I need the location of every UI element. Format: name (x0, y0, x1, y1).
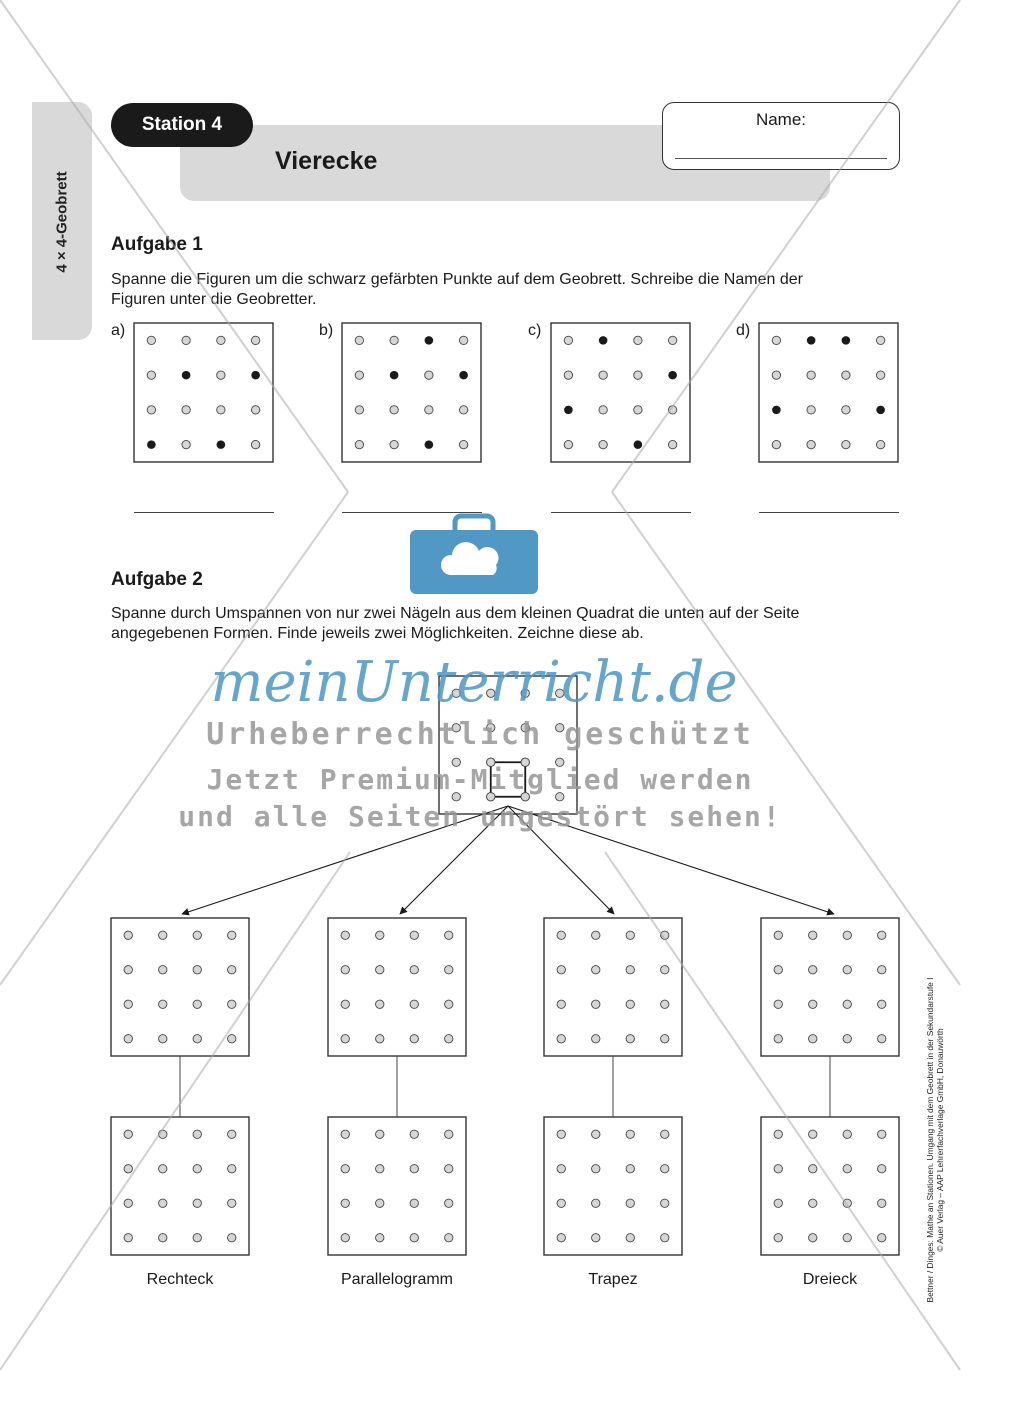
peg-empty (809, 1000, 817, 1008)
peg-empty (425, 371, 433, 379)
peg-empty (410, 931, 418, 939)
aufgabe1-text-line2: Figuren unter die Geobretter. (111, 291, 317, 308)
peg-empty (876, 371, 884, 379)
peg-filled (876, 406, 885, 415)
peg-empty (124, 966, 132, 974)
peg-empty (774, 1234, 782, 1242)
peg-empty (626, 966, 634, 974)
name-label: Name: (755, 110, 807, 129)
connectors (180, 806, 834, 1117)
peg-empty (445, 931, 453, 939)
shape-label-dreieck: Dreieck (802, 1271, 858, 1288)
peg-empty (774, 1130, 782, 1138)
peg-empty (193, 1000, 201, 1008)
peg-empty (124, 1234, 132, 1242)
peg-empty (459, 440, 467, 448)
geoboard-dreieck-2 (761, 1117, 899, 1255)
peg-empty (592, 1199, 600, 1207)
peg-empty (159, 966, 167, 974)
aufgabe1-text-line1: Spanne die Figuren um die schwarz gefärbten Punkte auf dem Geobrett. Schreibe die Namen der (111, 271, 803, 288)
peg-empty (807, 371, 815, 379)
geoboard-a1-d (759, 323, 898, 462)
peg-empty (159, 931, 167, 939)
peg-empty (376, 1165, 384, 1173)
peg-empty (410, 1000, 418, 1008)
peg-empty (159, 1035, 167, 1043)
peg-empty (809, 931, 817, 939)
peg-empty (661, 1165, 669, 1173)
page-title: Vierecke (275, 147, 378, 175)
peg-empty (251, 406, 259, 414)
peg-empty (809, 1165, 817, 1173)
peg-empty (626, 1130, 634, 1138)
geoboard-a1-a (134, 323, 273, 462)
peg-empty (842, 406, 850, 414)
peg-empty (774, 1165, 782, 1173)
shape-label-rechteck: Rechteck (146, 1271, 214, 1288)
peg-empty (634, 371, 642, 379)
peg-empty (807, 406, 815, 414)
peg-empty (557, 1165, 565, 1173)
peg-filled (772, 406, 781, 415)
peg-empty (564, 371, 572, 379)
peg-empty (626, 1000, 634, 1008)
peg-empty (159, 1199, 167, 1207)
peg-filled (182, 371, 191, 380)
shape-label-parallelogramm: Parallelogramm (340, 1271, 454, 1288)
peg-empty (124, 931, 132, 939)
peg-empty (341, 1035, 349, 1043)
peg-empty (390, 440, 398, 448)
task-letter-b: b) (319, 322, 334, 339)
peg-empty (557, 1199, 565, 1207)
peg-empty (459, 406, 467, 414)
geoboard-trapez-1-frame (544, 918, 682, 1056)
peg-empty (193, 1035, 201, 1043)
peg-filled (564, 406, 573, 415)
peg-empty (390, 336, 398, 344)
geoboard-parallelogramm-1-frame (328, 918, 466, 1056)
peg-empty (124, 1165, 132, 1173)
peg-empty (228, 931, 236, 939)
peg-empty (124, 1199, 132, 1207)
peg-empty (592, 1130, 600, 1138)
geoboard-trapez-1 (544, 918, 682, 1056)
peg-empty (876, 440, 884, 448)
peg-empty (634, 336, 642, 344)
geoboard-a1-a-frame (134, 323, 273, 462)
peg-empty (124, 1130, 132, 1138)
geoboard-a1-c (551, 323, 690, 462)
peg-empty (878, 931, 886, 939)
peg-empty (592, 1000, 600, 1008)
station-badge: Station 4 (111, 103, 253, 147)
peg-empty (193, 1199, 201, 1207)
peg-filled (668, 371, 677, 380)
peg-empty (182, 440, 190, 448)
peg-filled (425, 440, 434, 449)
peg-empty (876, 336, 884, 344)
peg-empty (376, 931, 384, 939)
peg-empty (341, 1234, 349, 1242)
side-tab-label: 4 × 4-Geobrett (53, 171, 71, 273)
peg-empty (774, 1000, 782, 1008)
peg-empty (661, 966, 669, 974)
geoboard-dreieck-1 (761, 918, 899, 1056)
peg-empty (376, 1130, 384, 1138)
peg-empty (341, 1130, 349, 1138)
peg-filled (599, 336, 608, 345)
peg-empty (376, 1035, 384, 1043)
geoboard-rechteck-2 (111, 1117, 249, 1255)
peg-empty (592, 966, 600, 974)
peg-filled (251, 371, 260, 380)
watermark-line2: Jetzt Premium-Mitglied werden (206, 763, 754, 796)
peg-empty (843, 1234, 851, 1242)
peg-empty (193, 1165, 201, 1173)
peg-filled (217, 440, 226, 449)
peg-empty (228, 1000, 236, 1008)
peg-empty (410, 1199, 418, 1207)
peg-empty (772, 371, 780, 379)
peg-empty (355, 371, 363, 379)
geoboard-dreieck-2-frame (761, 1117, 899, 1255)
peg-empty (228, 1165, 236, 1173)
peg-empty (809, 1234, 817, 1242)
peg-empty (410, 1165, 418, 1173)
geoboard-rechteck-2-frame (111, 1117, 249, 1255)
peg-empty (376, 966, 384, 974)
peg-empty (661, 1000, 669, 1008)
peg-empty (355, 440, 363, 448)
peg-empty (147, 371, 155, 379)
peg-empty (842, 440, 850, 448)
peg-empty (564, 336, 572, 344)
peg-empty (341, 966, 349, 974)
peg-empty (228, 1035, 236, 1043)
peg-empty (878, 1130, 886, 1138)
peg-empty (626, 1035, 634, 1043)
peg-filled (459, 371, 468, 380)
peg-empty (843, 1035, 851, 1043)
peg-empty (661, 1035, 669, 1043)
peg-empty (843, 1000, 851, 1008)
peg-empty (445, 1165, 453, 1173)
geoboard-rechteck-1 (111, 918, 249, 1056)
peg-empty (425, 406, 433, 414)
peg-empty (842, 371, 850, 379)
peg-empty (772, 336, 780, 344)
peg-empty (445, 1000, 453, 1008)
peg-empty (557, 931, 565, 939)
peg-empty (661, 1130, 669, 1138)
peg-empty (809, 1035, 817, 1043)
peg-empty (634, 406, 642, 414)
peg-empty (410, 966, 418, 974)
geoboard-trapez-2-frame (544, 1117, 682, 1255)
peg-empty (774, 1035, 782, 1043)
watermark-line1: Urheberrechtlich geschützt (206, 717, 754, 752)
peg-empty (341, 931, 349, 939)
peg-empty (564, 440, 572, 448)
peg-empty (124, 1000, 132, 1008)
peg-empty (341, 1000, 349, 1008)
geoboard-dreieck-1-frame (761, 918, 899, 1056)
peg-empty (878, 1199, 886, 1207)
geoboard-a1-d-frame (759, 323, 898, 462)
peg-empty (626, 1165, 634, 1173)
peg-empty (809, 966, 817, 974)
peg-empty (843, 931, 851, 939)
geoboard-trapez-2 (544, 1117, 682, 1255)
peg-empty (159, 1234, 167, 1242)
peg-empty (878, 1165, 886, 1173)
peg-empty (626, 1199, 634, 1207)
peg-empty (147, 336, 155, 344)
geoboard-parallelogramm-2-frame (328, 1117, 466, 1255)
briefcase-icon (410, 516, 538, 594)
peg-empty (592, 1165, 600, 1173)
peg-empty (592, 1234, 600, 1242)
peg-empty (410, 1035, 418, 1043)
peg-empty (193, 966, 201, 974)
peg-filled (390, 371, 399, 380)
peg-empty (557, 1130, 565, 1138)
briefcase-handle (455, 516, 493, 530)
shape-label-trapez: Trapez (588, 1271, 638, 1288)
peg-empty (182, 406, 190, 414)
peg-empty (376, 1199, 384, 1207)
peg-empty (592, 931, 600, 939)
peg-empty (599, 406, 607, 414)
geoboard-a1-c-frame (551, 323, 690, 462)
aufgabe2-text-line2: angegebenen Formen. Finde jeweils zwei Möglichkeiten. Zeichne diese ab. (111, 625, 644, 642)
peg-filled (425, 336, 434, 345)
aufgabe1-heading: Aufgabe 1 (111, 234, 203, 255)
peg-empty (459, 336, 467, 344)
peg-filled (147, 440, 156, 449)
peg-empty (809, 1199, 817, 1207)
peg-filled (842, 336, 851, 345)
watermark-line3: und alle Seiten ungestört sehen! (178, 800, 782, 833)
credit-line1: Bettner / Dinges: Mathe an Stationen. Umgang mit dem Geobrett in der Sekundarstufe I (925, 977, 935, 1303)
peg-empty (807, 440, 815, 448)
peg-empty (217, 336, 225, 344)
peg-empty (193, 1234, 201, 1242)
peg-empty (445, 966, 453, 974)
peg-empty (251, 440, 259, 448)
peg-empty (445, 1234, 453, 1242)
peg-empty (445, 1199, 453, 1207)
geoboard-parallelogramm-1 (328, 918, 466, 1056)
peg-empty (878, 1234, 886, 1242)
aufgabe2-heading: Aufgabe 2 (111, 569, 203, 590)
peg-empty (774, 966, 782, 974)
peg-empty (557, 1000, 565, 1008)
peg-empty (410, 1130, 418, 1138)
peg-empty (445, 1130, 453, 1138)
peg-empty (159, 1000, 167, 1008)
task-letter-d: d) (736, 322, 751, 339)
peg-empty (878, 966, 886, 974)
geoboard-rechteck-1-frame (111, 918, 249, 1056)
credit-line2: © Auer Verlag – AAP Lehrerfachverlage GmbH, Donauwörth (935, 1028, 945, 1252)
peg-empty (878, 1000, 886, 1008)
peg-empty (626, 931, 634, 939)
peg-empty (661, 1234, 669, 1242)
peg-filled (807, 336, 816, 345)
peg-empty (843, 1165, 851, 1173)
peg-empty (355, 336, 363, 344)
peg-empty (626, 1234, 634, 1242)
peg-empty (668, 440, 676, 448)
peg-empty (182, 336, 190, 344)
peg-empty (774, 931, 782, 939)
peg-empty (445, 1035, 453, 1043)
peg-empty (217, 406, 225, 414)
peg-empty (661, 1199, 669, 1207)
peg-empty (193, 931, 201, 939)
peg-empty (147, 406, 155, 414)
peg-empty (193, 1130, 201, 1138)
peg-empty (592, 1035, 600, 1043)
peg-empty (341, 1165, 349, 1173)
peg-empty (376, 1234, 384, 1242)
peg-empty (599, 440, 607, 448)
peg-empty (557, 1234, 565, 1242)
peg-filled (634, 440, 643, 449)
task-letter-c: c) (528, 322, 542, 339)
peg-empty (355, 406, 363, 414)
peg-empty (228, 966, 236, 974)
peg-empty (159, 1165, 167, 1173)
peg-empty (410, 1234, 418, 1242)
peg-empty (774, 1199, 782, 1207)
peg-empty (843, 966, 851, 974)
watermark-brand: meinUnterricht.de (210, 650, 738, 715)
peg-empty (843, 1130, 851, 1138)
peg-empty (668, 336, 676, 344)
geoboard-a1-b (342, 323, 481, 462)
task-letter-a: a) (111, 322, 126, 339)
geoboard-a1-b-frame (342, 323, 481, 462)
peg-empty (376, 1000, 384, 1008)
aufgabe2-text-line1: Spanne durch Umspannen von nur zwei Nägeln aus dem kleinen Quadrat die unten auf der Seite (111, 605, 800, 622)
peg-empty (878, 1035, 886, 1043)
peg-empty (124, 1035, 132, 1043)
peg-empty (772, 440, 780, 448)
peg-empty (251, 336, 259, 344)
peg-empty (228, 1234, 236, 1242)
peg-empty (228, 1199, 236, 1207)
peg-empty (809, 1130, 817, 1138)
peg-empty (557, 966, 565, 974)
peg-empty (217, 371, 225, 379)
peg-empty (390, 406, 398, 414)
geoboard-parallelogramm-2 (328, 1117, 466, 1255)
peg-empty (599, 371, 607, 379)
peg-empty (341, 1199, 349, 1207)
peg-empty (557, 1035, 565, 1043)
peg-empty (228, 1130, 236, 1138)
